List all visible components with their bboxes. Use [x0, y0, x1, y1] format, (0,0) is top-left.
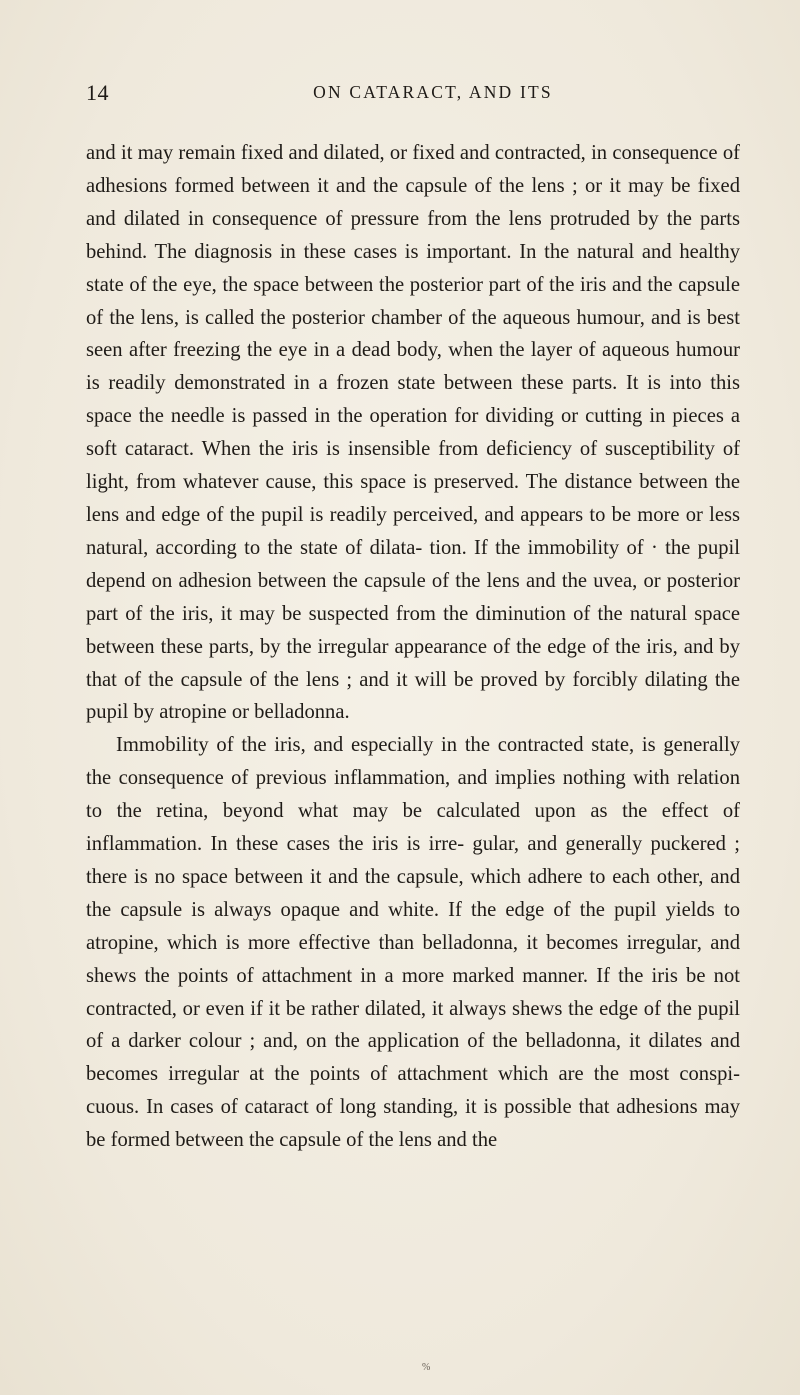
page-header [86, 80, 740, 110]
page-number: 14 [86, 80, 109, 105]
printer-mark: % [422, 1362, 431, 1373]
paragraph-continuation: and it may remain fixed and dilated, or fixed and contracted, in consequence of adhesions formed between it and the capsule of the lens ; or it may be fixed and dilated in consequence of pressure from the lens protruded by the parts behind. The diagnosis in these cases is important. In the natural and healthy state of the eye, the space between the posterior part of the iris and the capsule of the lens, is called the posterior chamber of the aqueous humour, and is best seen after freezing the eye in a dead body, when the layer of aqueous humour is readily demonstrated in a frozen state between these parts. It is into this space the needle is passed in the operation for dividing or cutting in pieces a soft cataract. When the iris is insensible from deficiency of susceptibility of light, from whatever cause, this space is preserved. The distance between the lens and edge of the pupil is readily perceived, and appears to be more or less natural, according to the state of dilata- tion. If the immobility of · the pupil depend on adhesion between the capsule of the lens and the uvea, or posterior part of the iris, it may be suspected from the diminution of the natural space between these parts, by the irregular appearance of the edge of the iris, and by that of the capsule of the lens ; and it will be proved by forcibly dilating the pupil by atropine or belladonna. [86, 142, 740, 724]
paragraph-immobility: Immobility of the iris, and especially in the contracted state, is generally the consequence of previous inflammation, and implies nothing with relation to the retina, beyond what may be calculated upon as the effect of inflammation. In these cases the iris is irre- gular, and generally puckered ; there is no space between it and the capsule, which adhere to each other, and the capsule is always opaque and white. If the edge of the pupil yields to atropine, which is more effective than belladonna, it becomes irregular, and shews the points of attachment in a more marked manner. If the iris be not contracted, or even if it be rather dilated, it always shews the edge of the pupil of a darker colour ; and, on the application of the belladonna, it dilates and becomes irregular at the points of attachment which are the most conspi- cuous. In cases of cataract of long standing, it is possible that adhesions may be formed between the capsule of the lens and the [86, 734, 740, 1152]
running-title: ON CATARACT, AND ITS [313, 82, 553, 102]
body-text [86, 137, 740, 1157]
